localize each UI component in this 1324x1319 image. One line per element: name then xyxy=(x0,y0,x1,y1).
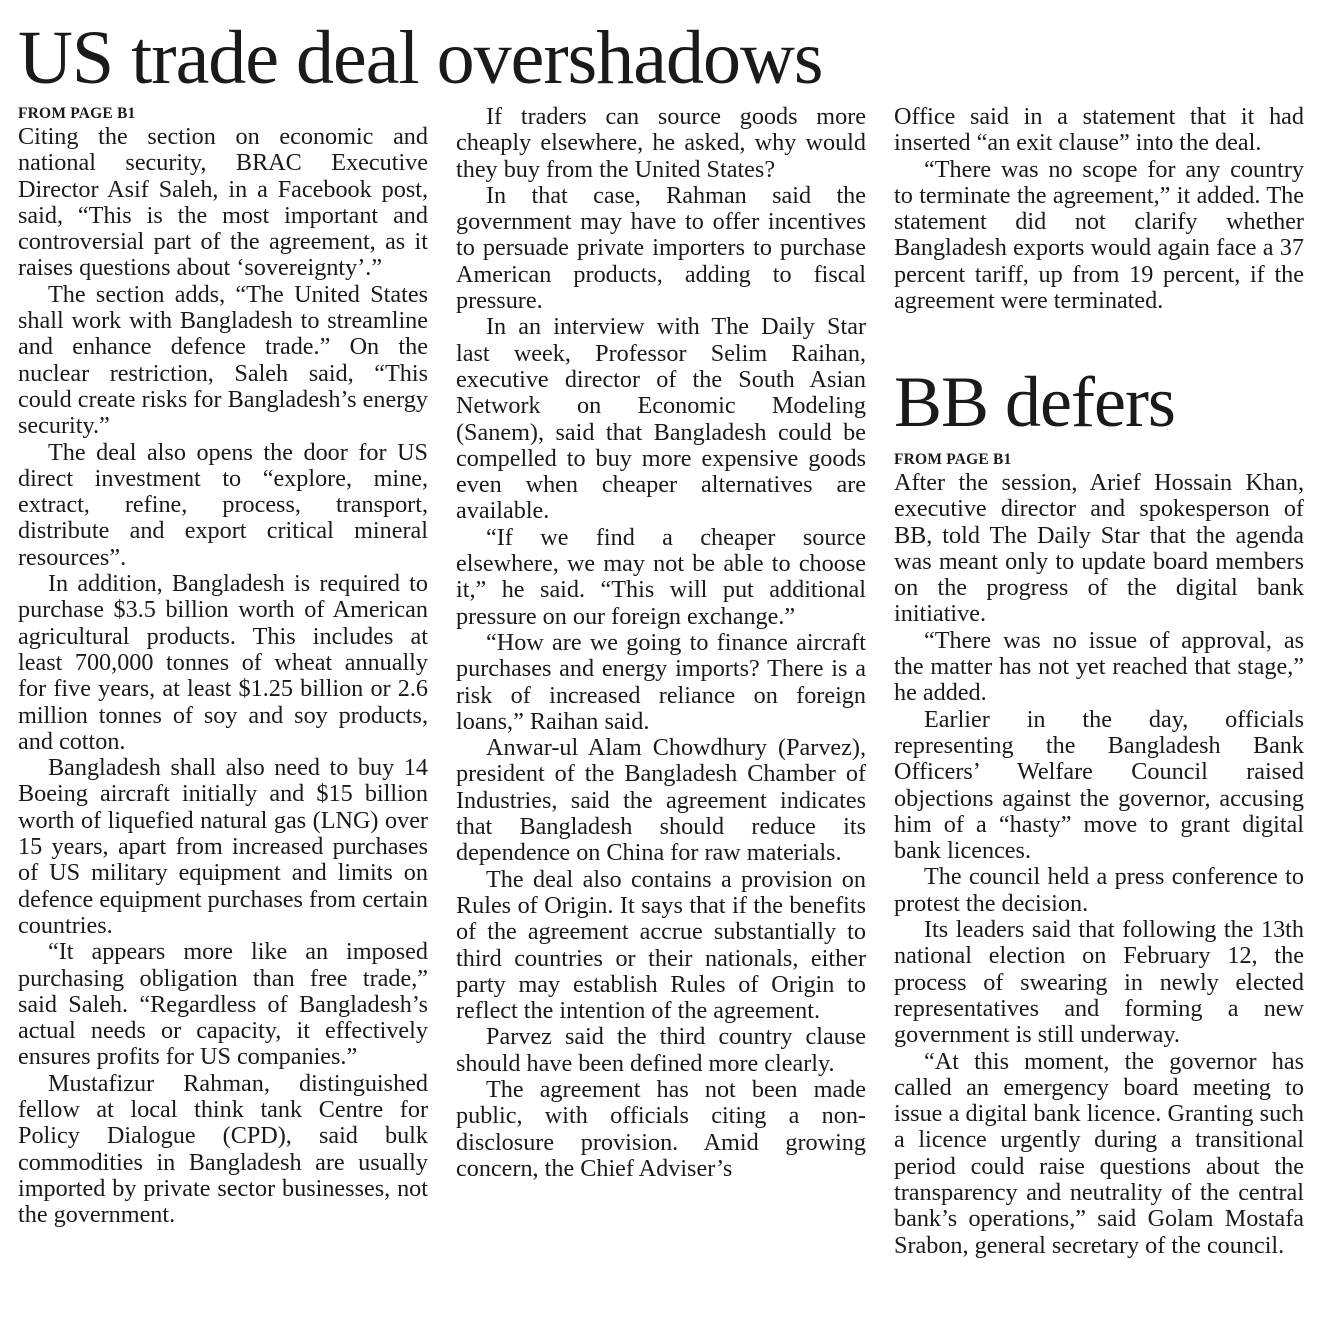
article-headline-bb-defers: BB defers xyxy=(894,362,1175,442)
article1-kicker: FROM PAGE B1 xyxy=(18,105,136,122)
article1-paragraph: “If we find a cheaper source elsewhere, we may not be able to choose it,” he said. “This will put additional pressure on our foreign exchange.” xyxy=(456,523,866,630)
article1-paragraph: Parvez said the third country clause should have been defined more clearly. xyxy=(456,1023,866,1077)
article2-kicker: FROM PAGE B1 xyxy=(894,451,1012,468)
article2-column xyxy=(894,450,1304,1259)
article2-paragraph: Earlier in the day, officials representing the Bangladesh Bank Officers’ Welfare Council raised objections against the governor, accusing him of a “hasty” move to grant digital bank licences. xyxy=(894,705,1304,865)
article1-paragraph: The deal also opens the door for US direct investment to “explore, mine, extract, refine, process, transport, distribute and export critical mineral resources”. xyxy=(18,438,428,571)
article1-column-2 xyxy=(456,104,866,1182)
article1-paragraph: The section adds, “The United States shall work with Bangladesh to streamline and enhance defence trade.” On the nuclear restriction, Saleh said, “This could create risks for Bangladesh’s energy security.” xyxy=(18,280,428,440)
article2-paragraph: “At this moment, the governor has called an emergency board meeting to issue a digital bank licence. Granting such a licence urgently during a transitional period could raise questions about the transparency and neutrality of the central bank’s operations,” said Golam Mostafa Srabon, general secretary of the council. xyxy=(894,1047,1304,1259)
article1-paragraph: “There was no scope for any country to terminate the agreement,” it added. The statement did not clarify whether Bangladesh exports would again face a 37 percent tariff, up from 19 percent, if the agreement were terminated. xyxy=(894,155,1304,315)
article1-column-1 xyxy=(18,104,428,1228)
article1-paragraph: Mustafizur Rahman, distinguished fellow at local think tank Centre for Policy Dialogue (CPD), said bulk commodities in Bangladesh are usually imported by private sector businesses, not the government. xyxy=(18,1069,428,1229)
article2-paragraph: After the session, Arief Hossain Khan, executive director and spokesperson of BB, told The Daily Star that the agenda was meant only to update board members on the progress of the digital bank initiative. xyxy=(894,469,1304,628)
article1-paragraph: The deal also contains a provision on Rules of Origin. It says that if the benefits of the agreement accrue substantially to third countries or their nationals, either party may establish Rules of Origin to reflect the intention of the agreement. xyxy=(456,865,866,1025)
article1-paragraph: Bangladesh shall also need to buy 14 Boeing aircraft initially and $15 billion worth of liquefied natural gas (LNG) over 15 years, apart from increased purchases of US military equipment and limits on defence equipment purchases from certain countries. xyxy=(18,754,428,939)
article2-paragraph: Its leaders said that following the 13th national election on February 12, the process of swearing in newly elected representatives and forming a new government is still underway. xyxy=(894,916,1304,1049)
article1-paragraph: In that case, Rahman said the government may have to offer incentives to persuade private importers to purchase American products, adding to fiscal pressure. xyxy=(456,181,866,315)
article1-paragraph: If traders can source goods more cheaply elsewhere, he asked, why would they buy from the United States? xyxy=(456,103,866,183)
article1-paragraph: In an interview with The Daily Star last week, Professor Selim Raihan, executive director of the South Asian Network on Economic Modeling (Sanem), said that Bangladesh could be compelled to buy more expensive goods even when cheaper alternatives are available. xyxy=(456,313,866,525)
article1-paragraph: The agreement has not been made public, with officials citing a non-disclosure provision. Amid growing concern, the Chief Adviser’s xyxy=(456,1075,866,1182)
article-headline-us-trade-deal: US trade deal overshadows xyxy=(18,16,823,100)
article1-paragraph: “It appears more like an imposed purchasing obligation than free trade,” said Saleh. “Regardless of Bangladesh’s actual needs or capacity, it effectively ensures profits for US companies.” xyxy=(18,938,428,1071)
article1-column-3 xyxy=(894,104,1304,314)
article1-paragraph: Citing the section on economic and national security, BRAC Executive Director Asif Saleh, in a Facebook post, said, “This is the most important and controversial part of the agreement, as it raises questions about ‘sovereignty’.” xyxy=(18,123,428,282)
article2-paragraph: The council held a press conference to protest the decision. xyxy=(894,863,1304,917)
article1-paragraph: Office said in a statement that it had inserted “an exit clause” into the deal. xyxy=(894,103,1304,157)
article2-paragraph: “There was no issue of approval, as the matter has not yet reached that stage,” he added. xyxy=(894,626,1304,707)
article1-paragraph: “How are we going to finance aircraft purchases and energy imports? There is a risk of increased reliance on foreign loans,” Raihan said. xyxy=(456,628,866,735)
article1-paragraph: Anwar-ul Alam Chowdhury (Parvez), president of the Bangladesh Chamber of Industries, said the agreement indicates that Bangladesh should reduce its dependence on China for raw materials. xyxy=(456,734,866,867)
article1-paragraph: In addition, Bangladesh is required to purchase $3.5 billion worth of American agricultural products. This includes at least 700,000 tonnes of wheat annually for five years, at least $1.25 billion or 2.6 million tonnes of soy and soy products, and cotton. xyxy=(18,570,428,755)
